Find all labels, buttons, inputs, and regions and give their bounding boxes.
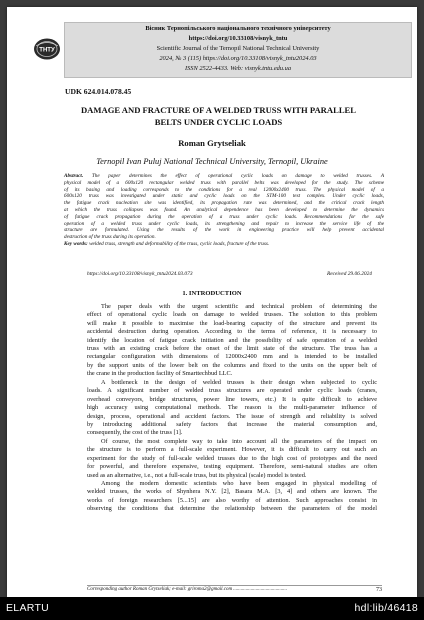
text-line: will make it possible to maximise the load-bearing capacity of the structure and prevent its — [87, 319, 377, 327]
paper-page — [7, 7, 417, 597]
abstract-line: the fatigue crack nucleation site was identified, its propagation rate was determined, and the critical crack length — [64, 200, 384, 207]
footer-bar — [0, 597, 424, 620]
text-line: Among the modern domestic scientists who have been engaged in physical modelling of — [101, 480, 377, 487]
text-line: observing the conditions that determine the relationship between the parameters of the model — [87, 505, 377, 513]
text-line: by the support units of the lower belt on the columns and fixed to the units on the upper belt of — [87, 361, 377, 369]
text-line: The paper deals with the urgent scientific and technical problem of determining the — [101, 303, 377, 310]
text-line: rectangular configuration with dimensions of 12000x2400 mm and is intended to be installed — [87, 353, 377, 361]
author-name: Roman Grytseliak — [178, 138, 246, 148]
text-line: loads. A significant number of welded truss structures are operated under cyclic loads (cranes, — [87, 387, 377, 395]
abstract-line: destruction of the truss during its operation. — [64, 234, 156, 241]
text-line: by introducing additional safety factors that increase the material consumption and, — [87, 420, 377, 428]
abstract-line: operation of a welded truss under cyclic loads, its strengthening and repair to increase the service life of the — [64, 220, 384, 227]
body-paragraph-2 — [87, 379, 377, 438]
keywords: Key words: welded truss, strength and deformability of the truss, cyclic loads, fracture of the truss. — [64, 240, 270, 247]
abstract-line: of fatigue crack propagation during the operation of a truss under cyclic loads. Recommendations for the safe — [64, 213, 384, 220]
text-line: effect of operational cyclic loads on damage to welded trusses. The solution to this problem — [87, 311, 377, 319]
issn-info: ISSN 2522-4433. Web: visnyk.tntu.edu.ua — [184, 65, 292, 72]
abstract-line: at which the truss collapses was found. An analytical dependence has been developed to determine the dynamics — [64, 206, 384, 213]
body-paragraph-1 — [87, 303, 377, 379]
corresponding-author-text: Corresponding author Roman Grytseliak; e-mail: griroma2@gmail.com ........................................... — [87, 587, 288, 592]
footer-source-label: ELARTU — [6, 602, 50, 614]
keywords-label: Key words: — [64, 240, 88, 247]
udk-code: UDK 624.014.078.45 — [65, 87, 132, 96]
journal-header — [64, 22, 412, 78]
abstract-line: structure are formulated. Using the results of the work in engineering practice will help prevent accidental — [64, 227, 384, 234]
text-line: A bottleneck in the design of welded trusses is their design when subjected to cyclic — [101, 379, 377, 386]
corresponding-author-note — [87, 585, 382, 592]
abstract-line: 600x120 truss was investigated under static and cyclic loads on the STM-100 test complex. Under cyclic loads, — [64, 193, 384, 200]
text-line: welded trusses, the works of Shynhera N.Y. [2], Basara M.A. [3, 4] and others are known. The — [87, 488, 377, 496]
text-line: identify the location of fatigue crack initiation and the possibility of safe operation of a welded — [87, 336, 377, 344]
abstract-line: Abstract. The paper determines the effect of operational cyclic loads on damage to welded trusses. A — [64, 173, 385, 179]
doi-row — [87, 271, 372, 277]
affiliation: Ternopil Ivan Puluj National Technical University, Ternopil, Ukraine — [96, 157, 328, 166]
text-line: overhead conveyors, bridge structures, power line towers, etc.) It is quite difficult to achieve — [87, 395, 377, 403]
received-date: Received 29.06.2024 — [326, 271, 372, 277]
issue-info: 2024, № 3 (115) https://doi.org/10.33108/visnyk_tntu2024.03 — [159, 55, 317, 62]
text-line: the crane in the production facility of Smarttechbud LLC. — [87, 370, 233, 378]
text-line: high accuracy using computational methods. The reason is the multi-parameter influence of — [87, 404, 377, 412]
abstract-label: Abstract. — [64, 173, 84, 179]
text-line: experiment for the study of full-scale welded trusses due to the high cost of prototypes and the need — [87, 454, 377, 462]
text-line: works of foreign researchers [5...15] are also worthy of attention. Such approaches consist in — [87, 496, 377, 504]
section-heading: 1. INTRODUCTION — [182, 290, 242, 297]
footer-handle-link[interactable]: hdl:lib/46418 — [354, 602, 418, 614]
paper-title-line-2: BELTS UNDER CYCLIC LOADS — [154, 117, 283, 127]
journal-name-ua: Вісник Тернопільського національного технічного університету — [145, 25, 331, 32]
text-line: for powerful, and therefore expensive, testing equipment. Therefore, semi-natural studies are often — [87, 463, 377, 471]
tntu-logo-icon — [33, 37, 61, 61]
text-line: used as an alternative, i.e., not a full-scale truss, but its physical (scale) model is tested. — [87, 471, 307, 479]
page-number: 73 — [376, 587, 382, 593]
svg-text:ТНТУ: ТНТУ — [39, 47, 55, 54]
text-line: accidental destruction during operation. According to the terms of reference, it is necessary to — [87, 328, 377, 336]
journal-name-en: Scientific Journal of the Ternopil National Technical University — [156, 45, 320, 52]
text-line: truss with an existing crack before the onset of the limit state of the structure. The truss has a — [87, 344, 377, 352]
text-line: the structure is to perform a full-scale experiment. However, it is difficult to carry out such an — [87, 446, 377, 454]
abstract — [64, 173, 384, 248]
text-line: Of course, the most complete way to take into account all the parameters of the impact on — [101, 438, 377, 445]
text-line: design, process, operational and accident factors. The issue of strength and reliability is solved — [87, 412, 377, 420]
paper-title-line-1: DAMAGE AND FRACTURE OF A WELDED TRUSS WITH PARALLEL — [80, 105, 357, 115]
article-doi-link[interactable]: https://doi.org/10.33108/visnyk_tntu2024.03.073 — [87, 271, 193, 277]
text-line: consequently, the cost of the truss [1]. — [87, 429, 183, 437]
abstract-line: of its basing and loading corresponds to the conditions for a real 12000x2400 truss. The physical model of a — [64, 186, 384, 193]
journal-doi-link[interactable]: https://doi.org/10.33108/visnyk_tntu — [188, 35, 288, 42]
body-paragraph-4 — [87, 480, 377, 514]
body-paragraph-3 — [87, 438, 377, 480]
abstract-line: physical model of a 600x120 rectangular welded truss with parallel belts was developed for the study. The scheme — [64, 179, 384, 186]
